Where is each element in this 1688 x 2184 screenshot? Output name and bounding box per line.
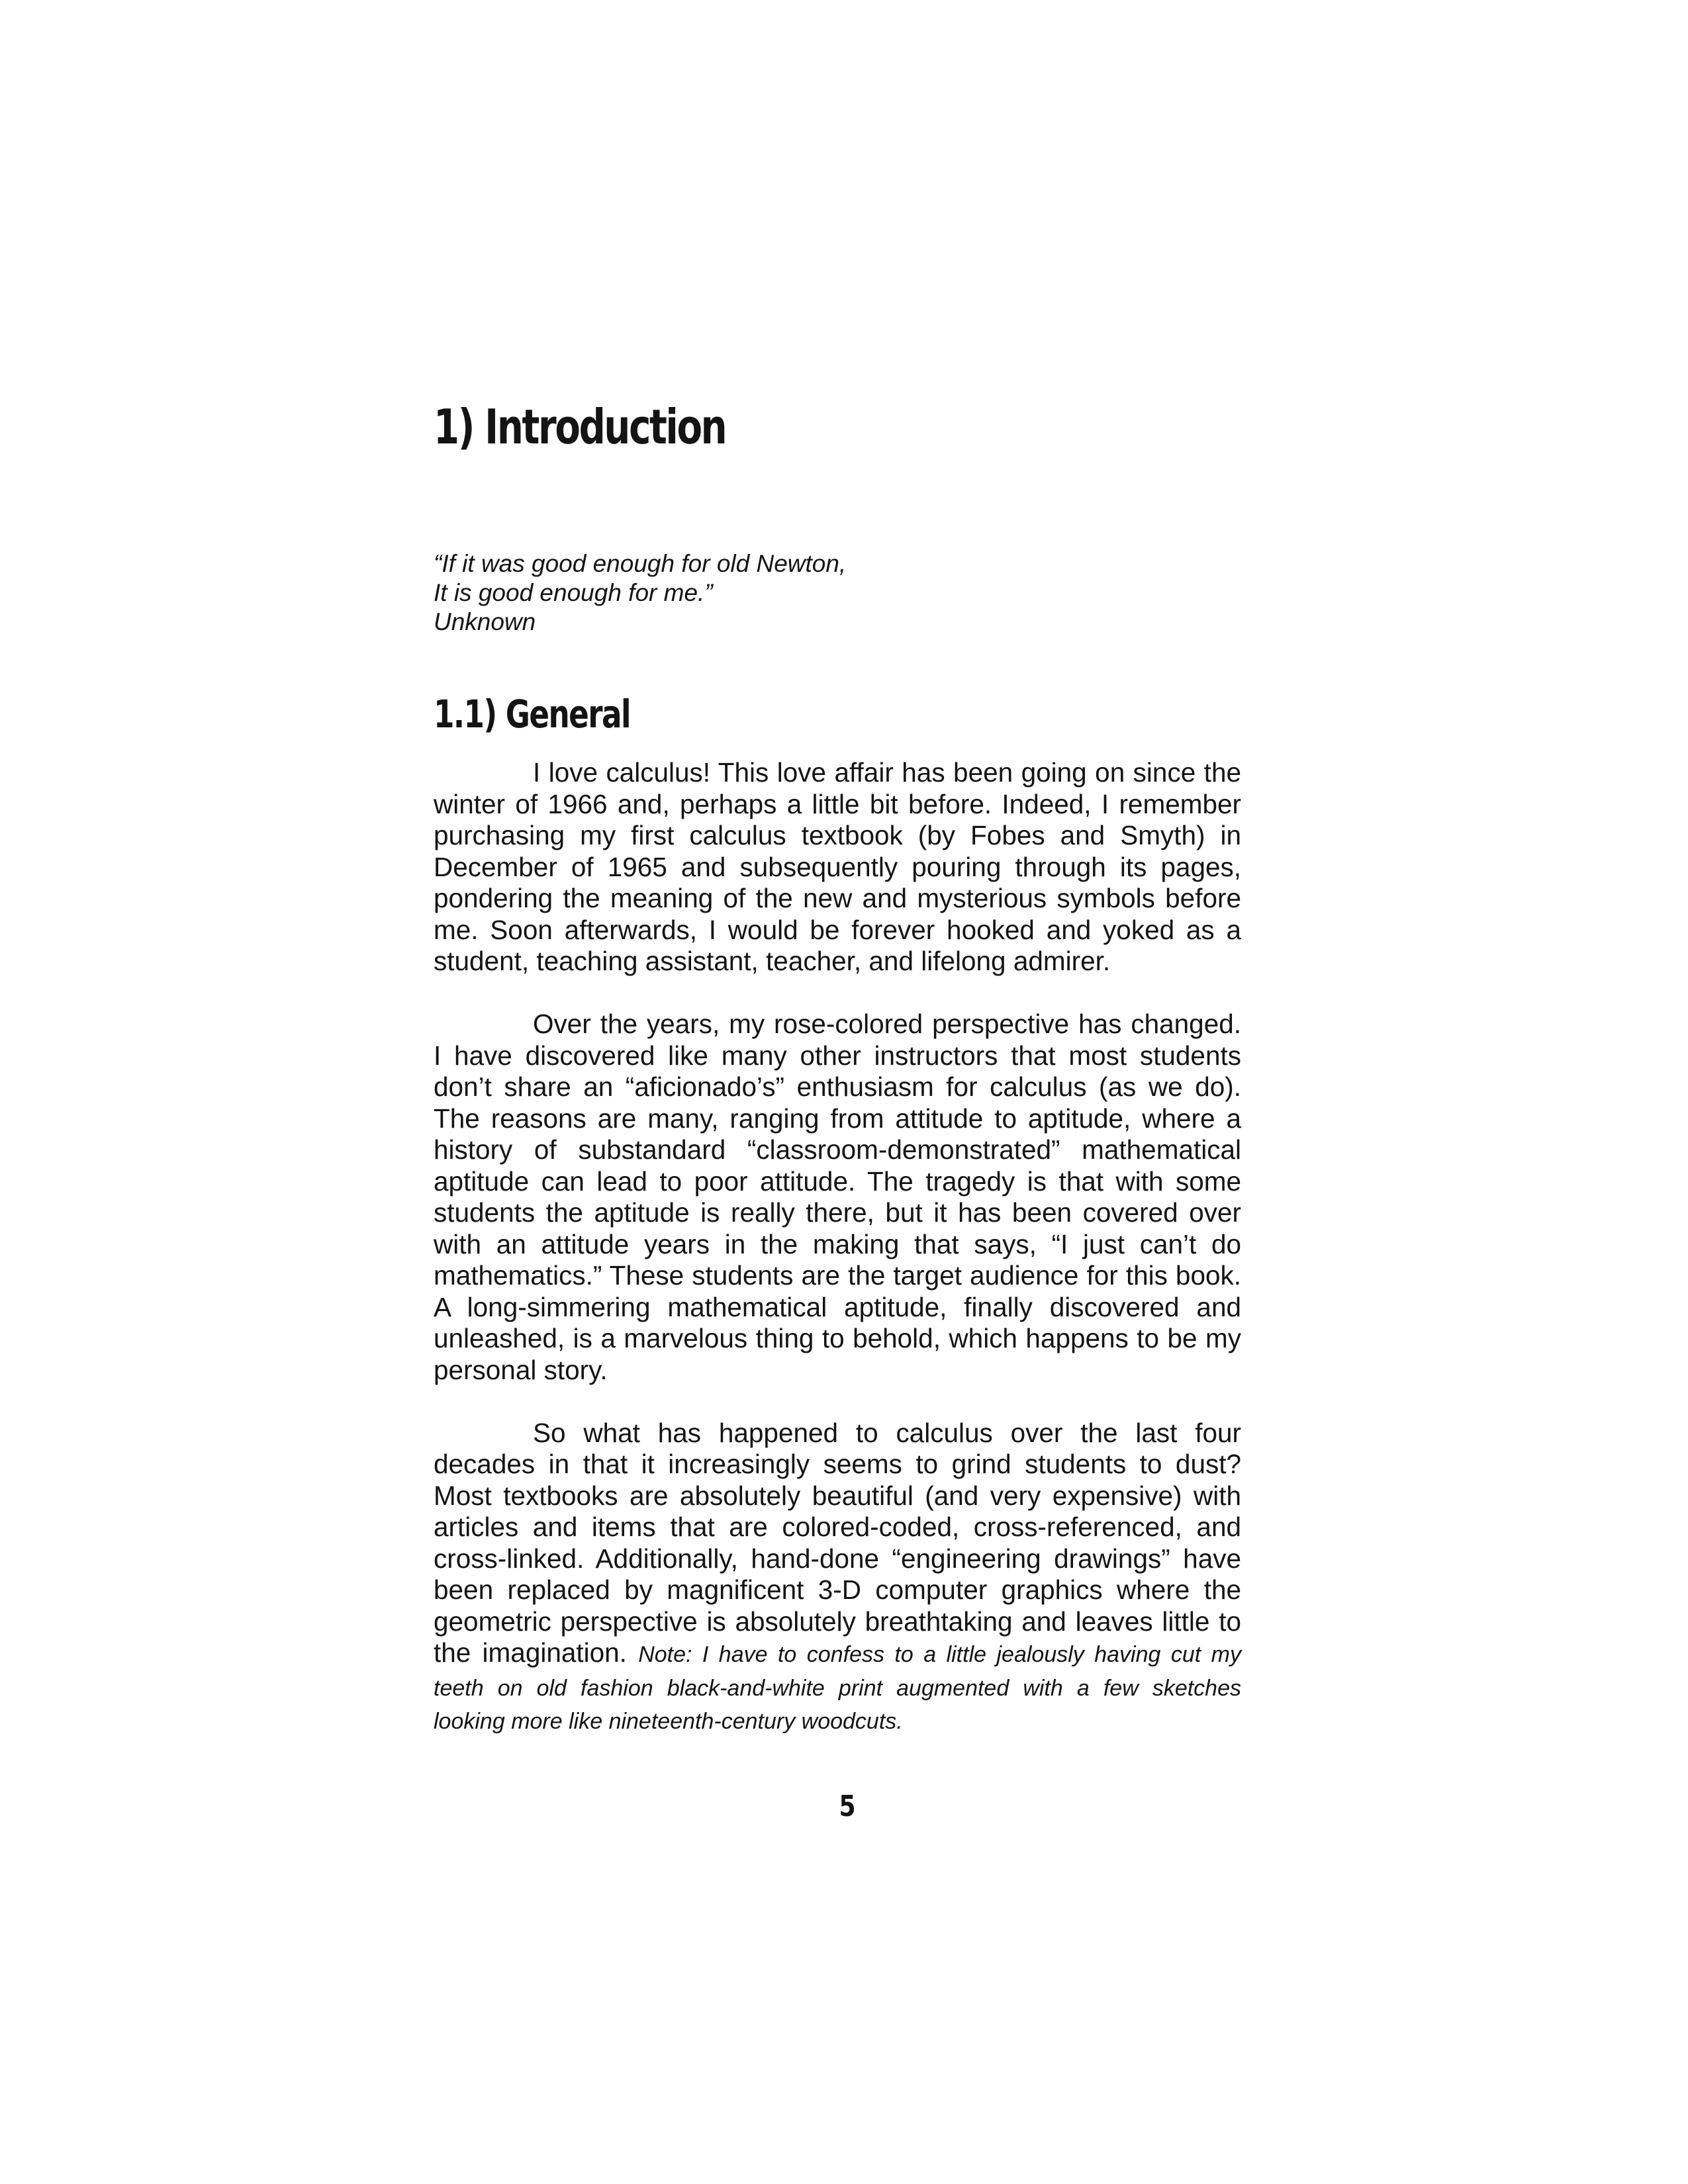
- chapter-title: 1) Introduction: [434, 399, 726, 455]
- paragraph-1: I love calculus! This love affair has been going on since the winter of 1966 and, perhaps a little bit before. Indeed, I remember purchasing my first calculus textbook (by Fobes and Smyth) in December of 1965 and subsequently pouring through its pages, pondering the meaning of the new and mysterious symbols before me. Soon afterwards, I would be forever hooked and yoked as a student, teaching assistant, teacher, and lifelong admirer.: [434, 757, 1241, 976]
- epigraph-line-1: “If it was good enough for old Newton,: [434, 550, 847, 577]
- page-number: 5: [839, 1790, 856, 1823]
- paragraph-3-note: Note: I have to confess to a little jealously having cut my teeth on old fashion black-and-white print augmented with a few sketches looking more like nineteenth-century woodcuts.: [434, 1642, 1241, 1734]
- paragraph-3-text: So what has happened to calculus over the last four decades in that it increasingly seems to grind students to dust? Most textbooks are absolutely beautiful (and very expensive) with articles and items that are colored-coded, cross-referenced, and cross-linked. Additionally, hand-done “engineering drawings” have been replaced by magnificent 3-D computer graphics where the geometric perspective is absolutely breathtaking and leaves little to the imagination.: [434, 1417, 1241, 1668]
- section-title: 1.1) General: [434, 692, 630, 737]
- body-text: [434, 757, 1241, 1738]
- paragraph-2: Over the years, my rose-colored perspective has changed. I have discovered like many other instructors that most students don’t share an “aficionado’s” enthusiasm for calculus (as we do). The reasons are many, ranging from attitude to aptitude, where a history of substandard “classroom-demonstrated” mathematical aptitude can lead to poor attitude. The tragedy is that with some students the aptitude is really there, but it has been covered over with an attitude years in the making that says, “I just can’t do mathematics.” These students are the target audience for this book. A long-simmering mathematical aptitude, finally discovered and unleashed, is a marvelous thing to behold, which happens to be my personal story.: [434, 1009, 1241, 1385]
- epigraph-line-2: It is good enough for me.”: [434, 579, 713, 606]
- page-content: [434, 390, 1241, 1738]
- epigraph: [434, 549, 1241, 637]
- paragraph-3: [434, 1418, 1241, 1738]
- epigraph-attribution: Unknown: [434, 608, 536, 635]
